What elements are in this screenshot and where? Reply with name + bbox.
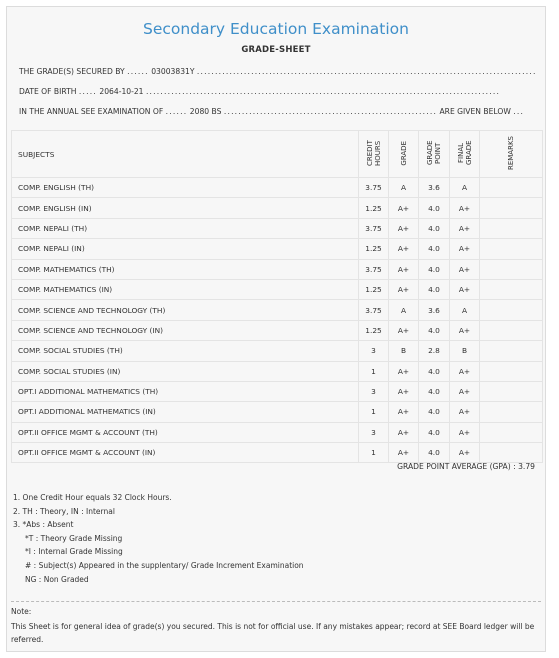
legend-item: NG : Non Graded <box>25 574 89 584</box>
table-row <box>12 239 543 259</box>
cell-grade: A+ <box>389 402 419 422</box>
cell-final-grade: A <box>450 178 480 198</box>
cell-grade: A+ <box>389 320 419 340</box>
cell-subject: COMP. SOCIAL STUDIES (IN) <box>12 361 359 381</box>
cell-grade-point: 3.6 <box>419 178 450 198</box>
exam-year: 2080 BS <box>189 107 222 116</box>
cell-grade: A <box>389 300 419 320</box>
cell-final-grade: A+ <box>450 443 480 463</box>
header-credit-hours: CREDIT HOURS <box>359 131 389 178</box>
cell-final-grade: A+ <box>450 239 480 259</box>
cell-remarks <box>480 218 543 238</box>
divider <box>11 601 541 602</box>
table-row <box>12 341 543 361</box>
header-remarks: REMARKS <box>480 131 543 178</box>
given-below-text: ARE GIVEN BELOW <box>439 107 511 116</box>
table-row <box>12 381 543 401</box>
header-subjects: SUBJECTS <box>12 131 359 178</box>
symbol-number: 03003831Y <box>151 67 195 76</box>
gpa-label: GRADE POINT AVERAGE (GPA) : <box>397 462 516 471</box>
cell-remarks <box>480 422 543 442</box>
cell-remarks <box>480 361 543 381</box>
cell-grade: A+ <box>389 443 419 463</box>
cell-final-grade: B <box>450 341 480 361</box>
cell-subject: COMP. SCIENCE AND TECHNOLOGY (IN) <box>12 320 359 340</box>
cell-credit-hours: 1.25 <box>359 320 389 340</box>
table-row <box>12 402 543 422</box>
cell-credit-hours: 3 <box>359 341 389 361</box>
cell-credit-hours: 3.75 <box>359 300 389 320</box>
cell-final-grade: A+ <box>450 218 480 238</box>
cell-remarks <box>480 402 543 422</box>
cell-final-grade: A+ <box>450 381 480 401</box>
grade-sheet <box>6 6 546 652</box>
cell-final-grade: A+ <box>450 361 480 381</box>
table-row <box>12 198 543 218</box>
cell-remarks <box>480 320 543 340</box>
cell-grade-point: 2.8 <box>419 341 450 361</box>
dob-value: 2064-10-21 <box>99 87 144 96</box>
cell-subject: COMP. NEPALI (IN) <box>12 239 359 259</box>
page-subtitle: GRADE-SHEET <box>241 45 311 55</box>
cell-final-grade: A <box>450 300 480 320</box>
cell-grade-point: 4.0 <box>419 259 450 279</box>
cell-subject: OPT.I ADDITIONAL MATHEMATICS (IN) <box>12 402 359 422</box>
cell-credit-hours: 1 <box>359 361 389 381</box>
cell-grade: B <box>389 341 419 361</box>
cell-grade-point: 4.0 <box>419 198 450 218</box>
cell-credit-hours: 3.75 <box>359 178 389 198</box>
page-title: Secondary Education Examination <box>143 20 409 38</box>
cell-grade: A+ <box>389 198 419 218</box>
legend-item: # : Subject(s) Appeared in the supplentary/ Grade Increment Examination <box>25 560 304 570</box>
cell-remarks <box>480 443 543 463</box>
cell-credit-hours: 1 <box>359 443 389 463</box>
cell-final-grade: A+ <box>450 422 480 442</box>
table-row <box>12 300 543 320</box>
table-row <box>12 320 543 340</box>
note-text: This Sheet is for general idea of grade(s) you secured. This is not for official use. If any mistakes appear; record at SEE Board ledger will be referred. <box>11 622 535 644</box>
cell-grade-point: 4.0 <box>419 218 450 238</box>
cell-credit-hours: 1.25 <box>359 279 389 299</box>
cell-remarks <box>480 279 543 299</box>
cell-credit-hours: 3.75 <box>359 259 389 279</box>
legend-item: 1. One Credit Hour equals 32 Clock Hours. <box>13 493 172 502</box>
cell-grade-point: 4.0 <box>419 381 450 401</box>
legend-item: 2. TH : Theory, IN : Internal <box>13 506 115 516</box>
cell-grade-point: 4.0 <box>419 361 450 381</box>
cell-grade: A+ <box>389 279 419 299</box>
cell-remarks <box>480 239 543 259</box>
legend-item: *I : Internal Grade Missing <box>25 547 123 557</box>
cell-final-grade: A+ <box>450 402 480 422</box>
cell-grade: A <box>389 178 419 198</box>
table-header-row <box>12 131 543 178</box>
secured-by-line: THE GRADE(S) SECURED BY ...... 03003831Y .............................................................................................. <box>19 67 537 76</box>
cell-credit-hours: 3 <box>359 422 389 442</box>
cell-remarks <box>480 178 543 198</box>
grades-table <box>11 130 543 463</box>
cell-subject: OPT.II OFFICE MGMT & ACCOUNT (TH) <box>12 422 359 442</box>
header-grade-point: GRADE POINT <box>419 131 450 178</box>
cell-grade: A+ <box>389 422 419 442</box>
header-grade: GRADE <box>389 131 419 178</box>
table-row <box>12 218 543 238</box>
cell-credit-hours: 1.25 <box>359 198 389 218</box>
cell-remarks <box>480 300 543 320</box>
cell-subject: OPT.I ADDITIONAL MATHEMATICS (TH) <box>12 381 359 401</box>
cell-remarks <box>480 381 543 401</box>
cell-final-grade: A+ <box>450 259 480 279</box>
cell-final-grade: A+ <box>450 320 480 340</box>
cell-grade: A+ <box>389 381 419 401</box>
table-row <box>12 361 543 381</box>
cell-grade-point: 4.0 <box>419 443 450 463</box>
cell-subject: COMP. SOCIAL STUDIES (TH) <box>12 341 359 361</box>
cell-credit-hours: 1.25 <box>359 239 389 259</box>
cell-grade-point: 4.0 <box>419 422 450 442</box>
cell-grade-point: 4.0 <box>419 402 450 422</box>
cell-subject: COMP. ENGLISH (TH) <box>12 178 359 198</box>
cell-subject: COMP. MATHEMATICS (IN) <box>12 279 359 299</box>
cell-final-grade: A+ <box>450 279 480 299</box>
cell-credit-hours: 3.75 <box>359 218 389 238</box>
cell-credit-hours: 3 <box>359 381 389 401</box>
gpa-value: 3.79 <box>518 462 535 471</box>
legend-item: 3. *Abs : Absent <box>13 520 74 530</box>
header-final-grade: FINAL GRADE <box>450 131 480 178</box>
exam-line: IN THE ANNUAL SEE EXAMINATION OF ...... 2080 BS ........................................................... ARE GIVEN BELOW ... <box>19 107 525 116</box>
cell-remarks <box>480 259 543 279</box>
table-row <box>12 422 543 442</box>
table-row <box>12 443 543 463</box>
legend <box>13 491 304 586</box>
cell-grade-point: 4.0 <box>419 239 450 259</box>
cell-subject: COMP. NEPALI (TH) <box>12 218 359 238</box>
table-row <box>12 279 543 299</box>
cell-final-grade: A+ <box>450 198 480 218</box>
cell-credit-hours: 1 <box>359 402 389 422</box>
cell-subject: COMP. SCIENCE AND TECHNOLOGY (TH) <box>12 300 359 320</box>
table-row <box>12 178 543 198</box>
table-row <box>12 259 543 279</box>
cell-grade: A+ <box>389 218 419 238</box>
secured-by-label: THE GRADE(S) SECURED BY <box>19 67 125 76</box>
cell-subject: COMP. ENGLISH (IN) <box>12 198 359 218</box>
exam-label: IN THE ANNUAL SEE EXAMINATION OF <box>19 107 164 116</box>
cell-grade-point: 4.0 <box>419 279 450 299</box>
cell-grade-point: 4.0 <box>419 320 450 340</box>
cell-subject: COMP. MATHEMATICS (TH) <box>12 259 359 279</box>
legend-item: *T : Theory Grade Missing <box>25 533 123 543</box>
cell-grade: A+ <box>389 361 419 381</box>
note-label: Note: <box>11 607 32 616</box>
cell-subject: OPT.II OFFICE MGMT & ACCOUNT (IN) <box>12 443 359 463</box>
dob-label: DATE OF BIRTH <box>19 87 77 96</box>
gpa-line <box>397 462 535 471</box>
dob-line: DATE OF BIRTH ..... 2064-10-21 .................................................................................................. <box>19 87 501 96</box>
cell-remarks <box>480 341 543 361</box>
cell-remarks <box>480 198 543 218</box>
cell-grade: A+ <box>389 239 419 259</box>
cell-grade: A+ <box>389 259 419 279</box>
cell-grade-point: 3.6 <box>419 300 450 320</box>
